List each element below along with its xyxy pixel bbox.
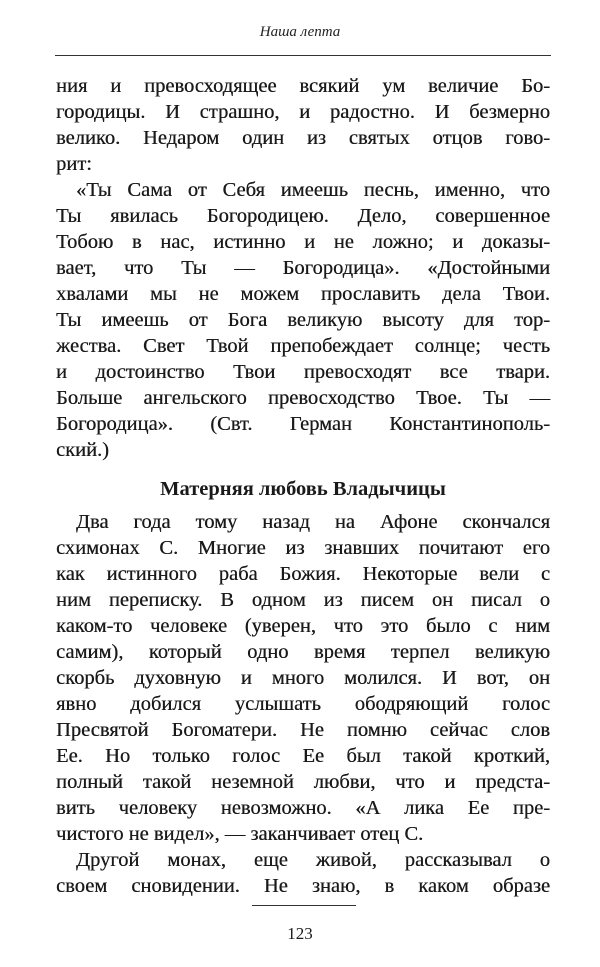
text-line-container	[56, 385, 550, 411]
text-line: Ты имеешь от Бога великую высоту для тор-	[56, 309, 550, 331]
text-line-container	[56, 717, 550, 743]
text-line-container	[56, 307, 550, 333]
text-line: скорбь духовную и много молился. И вот, он	[56, 667, 550, 689]
body-text	[56, 73, 550, 899]
text-line-container	[56, 411, 550, 437]
text-line: и достоинство Твои превосходят все твари.	[56, 361, 550, 383]
text-line: ский.)	[56, 439, 109, 461]
text-line-container	[56, 743, 550, 769]
text-line: жества. Свет Твой препобеждает солнце; честь	[56, 335, 550, 357]
running-head: Наша лепта	[259, 24, 341, 40]
text-line: хвалами мы не можем прославить дела Твои.	[56, 283, 550, 305]
header-rule	[55, 55, 551, 56]
text-line: вает, что Ты — Богородица». «Достойными	[56, 257, 550, 279]
text-line: городицы. И страшно, и радостно. И безмерно	[56, 101, 550, 123]
text-line: своем сновидении. Не знаю, в каком образе	[56, 875, 550, 897]
text-line-container	[56, 639, 550, 665]
text-line: Богородица». (Свт. Герман Константинополь-	[56, 413, 550, 435]
text-line-container	[56, 561, 550, 587]
text-line-container	[56, 125, 550, 151]
section-heading: Матерняя любовь Владычицы	[160, 478, 446, 500]
text-line: схимонах С. Многие из знавших почитают его	[56, 537, 550, 559]
text-line: Пресвятой Богоматери. Не помню сейчас слов	[56, 719, 550, 741]
text-line: рит:	[56, 153, 92, 175]
footer-rule	[252, 905, 356, 906]
text-line-container	[56, 99, 550, 125]
text-line-container	[56, 847, 550, 873]
text-line: полный такой неземной любви, что и предста-	[56, 771, 550, 793]
text-line: «Ты Сама от Себя имеешь песнь, именно, что	[76, 179, 550, 201]
text-line-container	[56, 255, 550, 281]
text-line: явно добился услышать ободряющий голос	[56, 693, 550, 715]
text-line: Два года тому назад на Афоне скончался	[76, 511, 550, 533]
text-line: Тобою в нас, истинно и не ложно; и доказы-	[56, 231, 550, 253]
text-line-container	[56, 203, 550, 229]
text-line-container	[56, 229, 550, 255]
text-line-container	[56, 73, 550, 99]
text-line-container	[56, 281, 550, 307]
text-line-container	[56, 821, 550, 847]
text-line-container	[56, 151, 550, 177]
text-line-container	[56, 333, 550, 359]
text-line-container	[56, 177, 550, 203]
text-line-container	[56, 691, 550, 717]
text-line-container	[56, 437, 550, 463]
text-line: Ты явилась Богородицею. Дело, совершенное	[56, 205, 550, 227]
text-line-container	[56, 359, 550, 385]
text-line: каком-то человеке (уверен, что это было с ним	[56, 615, 550, 637]
text-line: Другой монах, еще живой, рассказывал о	[76, 849, 550, 871]
page-number: 123	[287, 924, 313, 943]
text-line-container	[56, 665, 550, 691]
text-line-container	[56, 769, 550, 795]
text-line: Ее. Но только голос Ее был такой кроткий,	[56, 745, 550, 767]
text-line-container	[56, 587, 550, 613]
text-line: Больше ангельского превосходство Твое. Ты —	[56, 387, 550, 409]
text-line: вить человеку невозможно. «А лика Ее пре-	[56, 797, 550, 819]
text-line: самим), который одно время терпел великую	[56, 641, 550, 663]
text-line: ним переписку. В одном из писем он писал о	[56, 589, 550, 611]
text-line: чистого не видел», — заканчивает отец С.	[56, 823, 424, 845]
text-line-container	[56, 873, 550, 899]
text-line: ния и превосходящее всякий ум величие Бо-	[56, 75, 550, 97]
text-line-container	[56, 613, 550, 639]
text-line-container	[56, 509, 550, 535]
text-line: как истинного раба Божия. Некоторые вели с	[56, 563, 550, 585]
text-line-container	[56, 535, 550, 561]
text-line-container	[56, 795, 550, 821]
text-line: велико. Недаром один из святых отцов гово-	[56, 127, 550, 149]
